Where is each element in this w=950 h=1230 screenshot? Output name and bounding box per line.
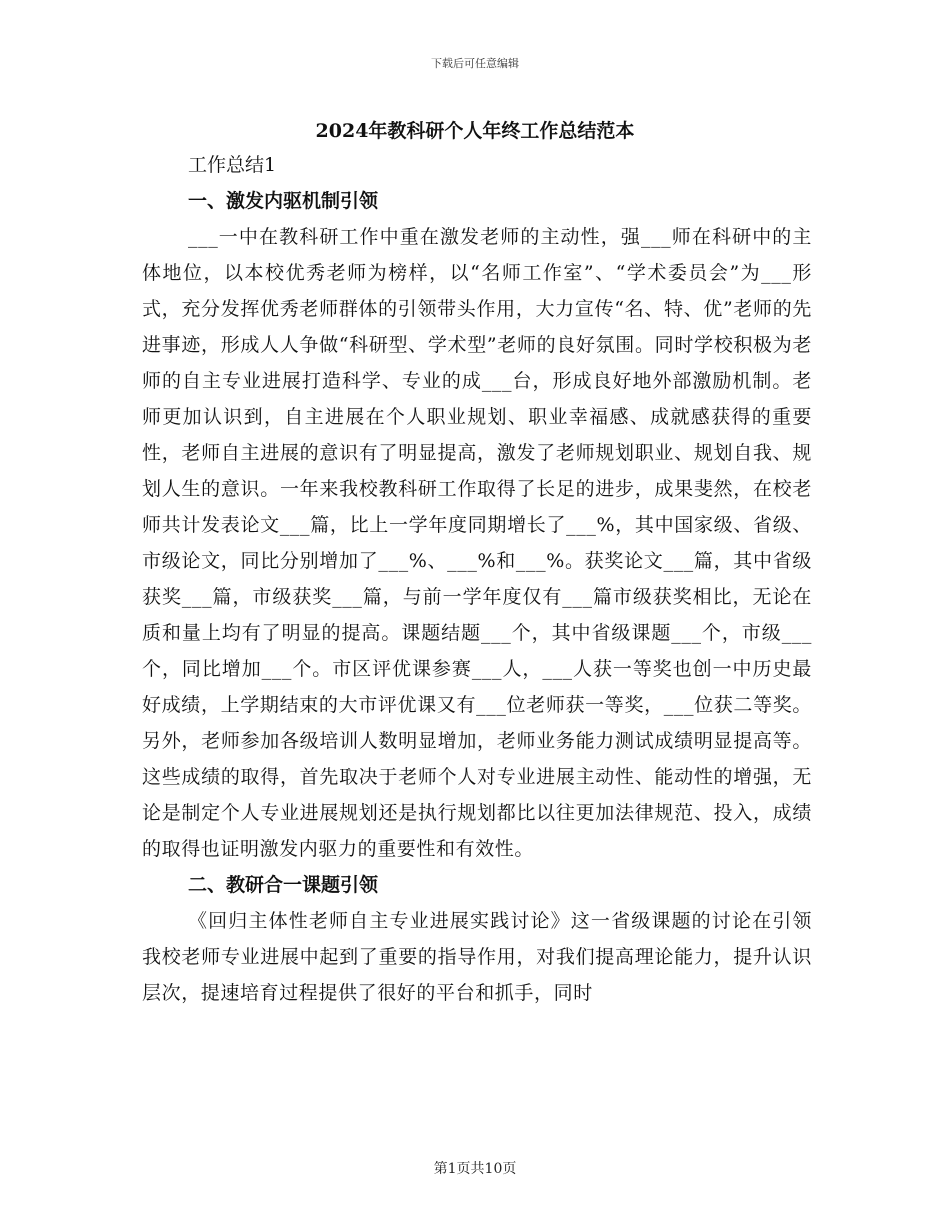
document-body [142,147,812,1011]
header-note: 下载后可任意编辑 [431,57,519,70]
paragraph-2: 《回归主体性老师自主专业进展实践讨论》这一省级课题的讨论在引领我校老师专业进展中起到了重要的指导作用，对我们提高理论能力，提升认识层次，提速培育过程提供了很好的平台和抓手，同时 [142,910,812,1004]
paragraph-1: ___一中在教科研工作中重在激发老师的主动性，强___师在科研中的主体地位，以本校优秀老师为榜样，以“名师工作室”、“学术委员会”为___形式，充分发挥优秀老师群体的引领带头作用，大力宣传“名、特、优”老师的先进事迹，形成人人争做“科研型、学术型”老师的良好氛围。同时学校积极为老师的自主专业进展打造科学、专业的成___台，形成良好地外部激励机制。老师更加认识到，自主进展在个人职业规划、职业幸福感、成就感获得的重要性，老师自主进展的意识有了明显提高，激发了老师规划职业、规划自我、规划人生的意识。一年来我校教科研工作取得了长足的进步，成果斐然，在校老师共计发表论文___篇，比上一学年度同期增长了___%，其中国家级、省级、市级论文，同比分别增加了___%、___%和___%。获奖论文___篇，其中省级获奖___篇，市级获奖___篇，与前一学年度仅有___篇市级获奖相比，无论在质和量上均有了明显的提高。课题结题___个，其中省级课题___个，市级___个，同比增加___个。市区评优课参赛___人，___人获一等奖也创一中历史最好成绩，上学期结束的大市评优课又有___位老师获一等奖，___位获二等奖。另外，老师参加各级培训人数明显增加，老师业务能力测试成绩明显提高等。这些成绩的取得，首先取决于老师个人对专业进展主动性、能动性的增强，无论是制定个人专业进展规划还是执行规划都比以往更加法律规范、投入，成绩的取得也证明激发内驱力的重要性和有效性。 [142,226,812,860]
page-footer: 第1页共10页 [433,1161,517,1177]
section-heading-1: 一、激发内驱机制引领 [188,190,379,212]
section-label: 工作总结1 [188,154,277,176]
document-title: 2024年教科研个人年终工作总结范本 [315,120,635,142]
section-heading-2: 二、教研合一课题引领 [188,874,379,896]
